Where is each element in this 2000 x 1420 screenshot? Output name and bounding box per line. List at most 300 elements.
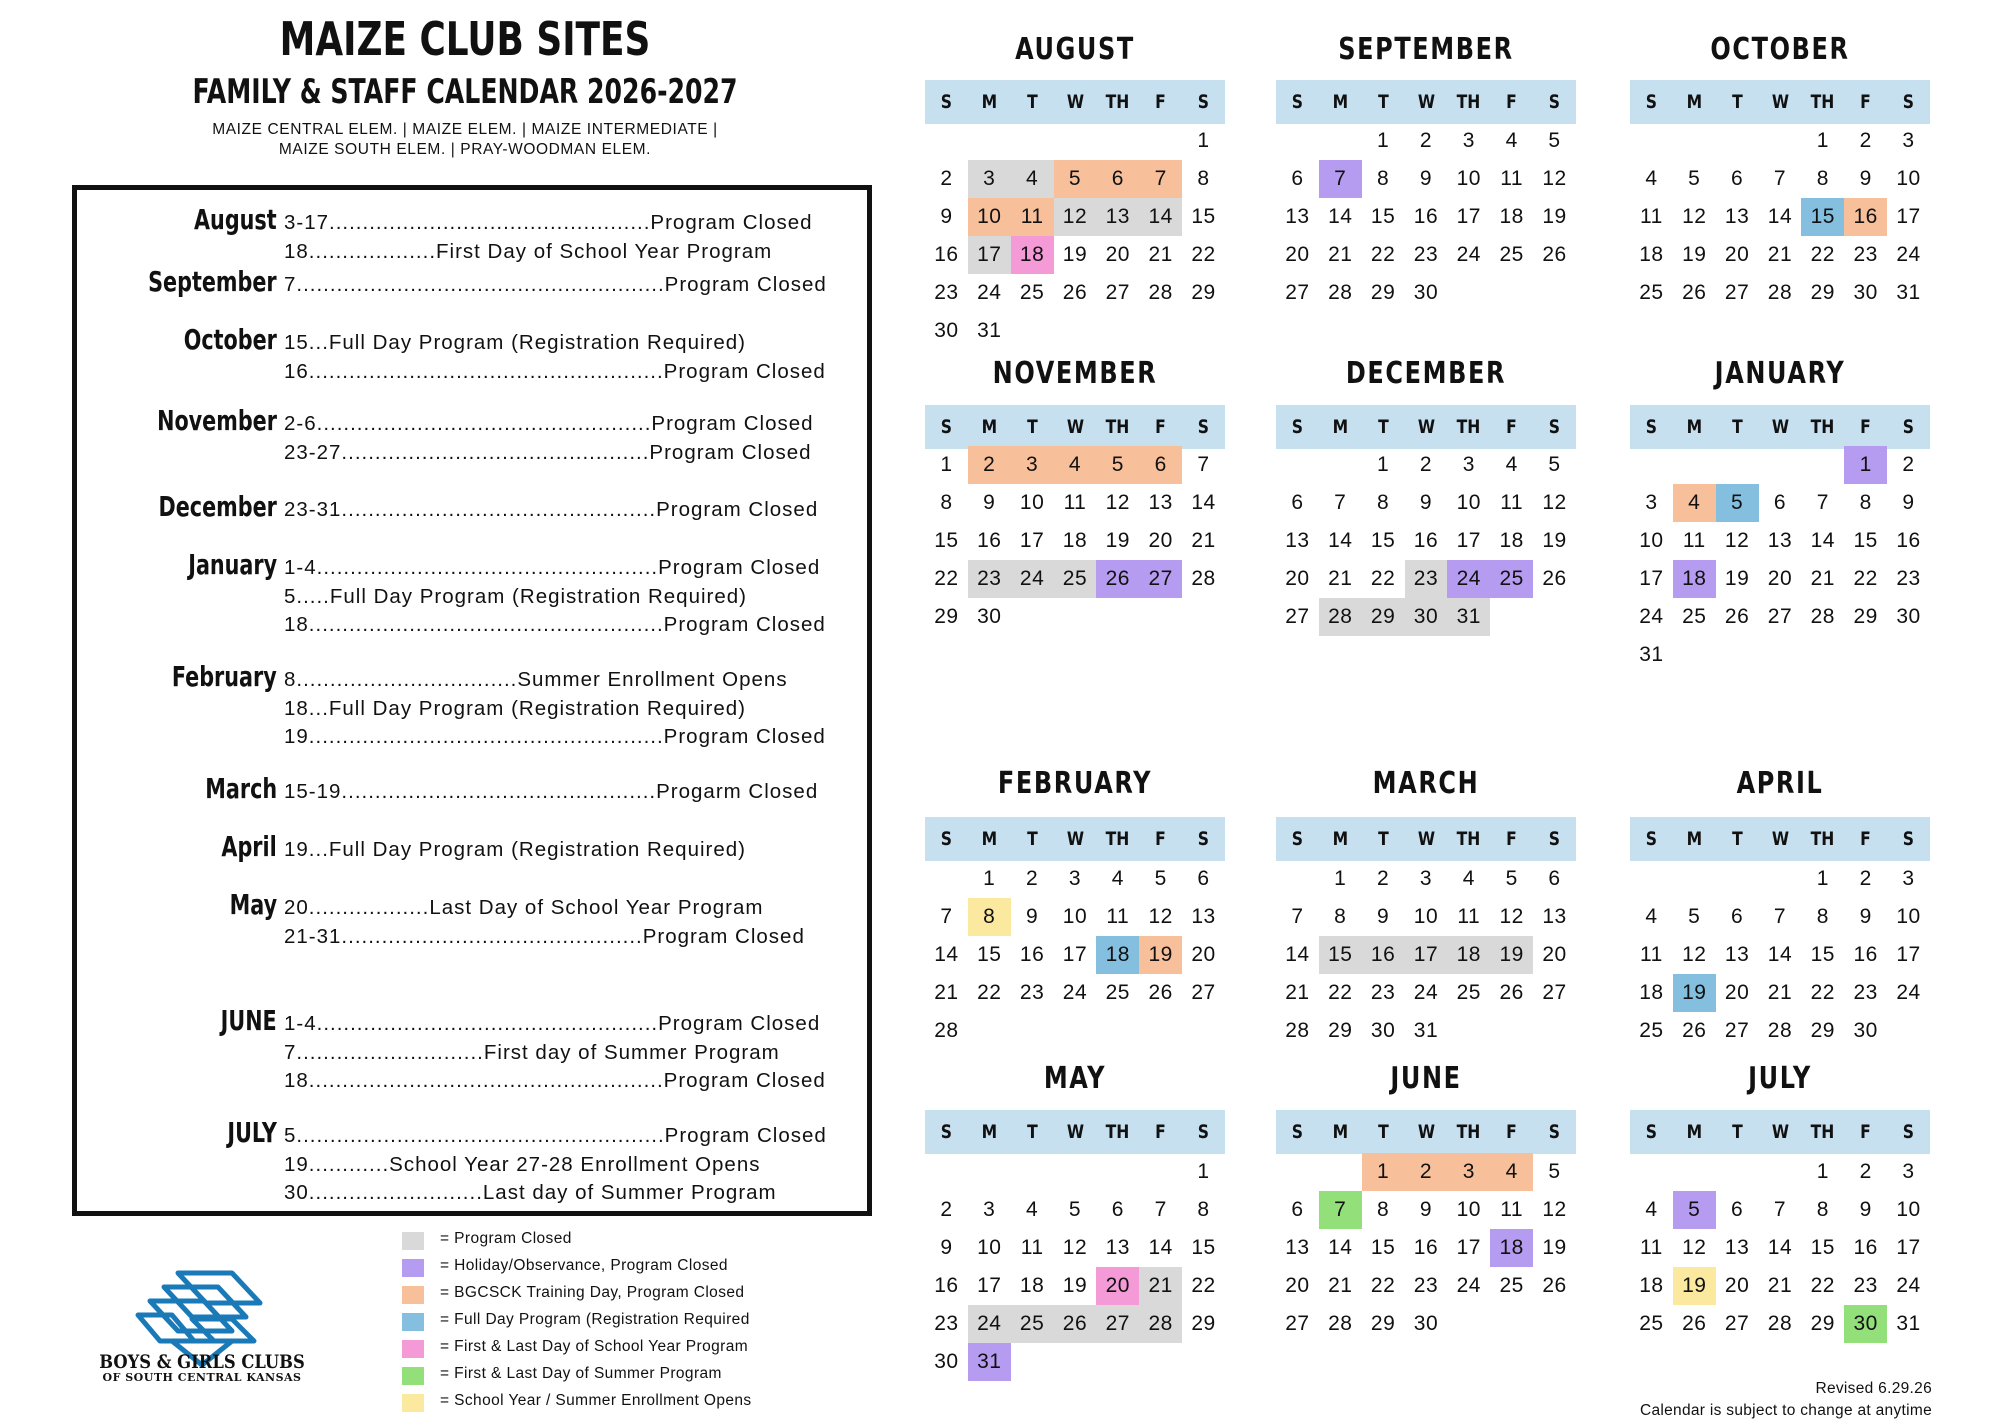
weekday-label: F [1506,416,1517,438]
schedule-entry: 5.....Full Day Program (Registration Required) [284,584,747,608]
day-cell: 4 [1054,446,1097,484]
day-cell: 16 [1896,529,1921,552]
day-cell: 15 [1810,943,1835,966]
weekday-label: S [940,416,953,438]
weekday-label: S [940,1121,953,1143]
weekday-label: S [1902,416,1915,438]
day-cell: 2 [968,446,1011,484]
weekday-label: F [1860,91,1871,113]
schedule-month-label: May [229,888,277,921]
day-cell: 15 [1810,1236,1835,1259]
day-cell: 19 [1673,974,1716,1012]
day-cell: 16 [1844,198,1887,236]
day-cell: 14 [1328,205,1353,228]
day-cell: 30 [1844,1305,1887,1343]
legend-label: = First & Last Day of Summer Program [440,1365,722,1382]
day-cell: 28 [1810,605,1835,628]
day-cell: 16 [934,1274,959,1297]
day-cell: 15 [1191,205,1216,228]
weekday-header [925,817,1225,861]
day-cell: 19 [1542,1236,1567,1259]
day-cell: 27 [1767,605,1793,628]
day-cell: 8 [1816,167,1829,190]
weekday-label: TH [1456,416,1481,438]
day-cell: 23 [1853,981,1878,1004]
day-cell: 29 [1362,598,1405,636]
weekday-label: F [1155,828,1166,850]
day-cell: 15 [1319,936,1362,974]
day-cell: 23 [1413,1274,1439,1297]
weekday-label: S [1902,91,1915,113]
day-cell: 9 [1859,905,1872,928]
day-cell: 4 [1505,129,1518,152]
day-cell: 30 [1413,1312,1439,1335]
weekday-label: T [1377,91,1389,113]
day-cell: 26 [1542,243,1567,266]
day-cell: 19 [1542,529,1567,552]
day-cell: 12 [1542,491,1567,514]
day-cell: 3 [1645,491,1658,514]
day-cell: 5 [1716,484,1759,522]
day-cell: 9 [983,491,996,514]
weekday-label: M [1686,91,1703,113]
day-cell: 7 [1816,491,1829,514]
weekday-label: S [1291,828,1304,850]
day-cell: 17 [1896,943,1921,966]
day-cell: 23 [1370,981,1396,1004]
day-cell: 30 [1853,1019,1878,1042]
day-cell: 26 [1148,981,1173,1004]
legend-label: = Program Closed [440,1230,572,1247]
day-cell: 10 [1456,491,1481,514]
day-cell: 6 [1197,867,1210,890]
day-cell: 10 [977,1236,1002,1259]
day-cell: 8 [1859,491,1872,514]
revised-date: Revised 6.29.26 [1815,1380,1932,1397]
day-cell: 2 [1419,453,1433,476]
day-cell: 7 [1773,167,1787,190]
day-cell: 18 [1639,243,1664,266]
weekday-label: W [1417,416,1435,438]
day-cell: 10 [1019,491,1045,514]
day-cell: 29 [1810,1312,1835,1335]
day-cell: 3 [1902,129,1915,152]
weekday-header [1276,405,1576,449]
weekday-label: S [1548,828,1561,850]
day-cell: 20 [1542,943,1567,966]
day-cell: 17 [1896,205,1921,228]
day-cell: 15 [1801,198,1844,236]
day-cell: 28 [1191,567,1216,590]
day-cell: 6 [1731,1198,1744,1221]
day-cell: 13 [1285,205,1310,228]
day-cell: 23 [1896,567,1921,590]
day-cell: 28 [1328,281,1353,304]
weekday-label: T [1731,91,1743,113]
day-cell: 29 [1810,1019,1835,1042]
schedule-entry: 3-17................................................Program Closed [284,211,813,234]
weekday-header [1630,80,1930,124]
day-cell: 13 [1724,1236,1750,1259]
day-cell: 16 [1853,943,1878,966]
day-cell: 20 [1285,243,1310,266]
day-cell: 11 [1640,943,1663,966]
legend-label: = Full Day Program (Registration Required [440,1311,750,1328]
day-cell: 26 [1682,1312,1707,1335]
weekday-label: S [1197,91,1210,113]
day-cell: 5 [1096,446,1139,484]
day-cell: 14 [1148,1236,1173,1259]
day-cell: 21 [1328,567,1353,590]
legend-swatch [402,1367,424,1385]
day-cell: 21 [1328,243,1353,266]
day-cell: 5 [1548,453,1561,476]
day-cell: 13 [1105,1236,1130,1259]
day-cell: 24 [1447,560,1490,598]
calendar-title-may: MAY [1043,1061,1107,1096]
weekday-label: TH [1105,828,1130,850]
day-cell: 2 [1859,1160,1872,1183]
day-cell: 31 [1447,598,1490,636]
day-cell: 27 [1285,281,1310,304]
day-cell: 8 [1197,1198,1210,1221]
day-cell: 13 [1542,905,1567,928]
weekday-label: F [1155,91,1166,113]
day-cell: 21 [1328,1274,1353,1297]
day-cell: 22 [1810,1274,1835,1297]
weekday-label: TH [1456,828,1481,850]
day-cell: 27 [1724,1312,1750,1335]
weekday-label: W [1417,1121,1435,1143]
day-cell: 10 [968,198,1011,236]
day-cell: 2 [1859,867,1872,890]
weekday-label: S [1197,1121,1210,1143]
day-cell: 19 [1062,1274,1088,1297]
weekday-label: S [1902,828,1915,850]
day-cell: 24 [1639,605,1664,628]
day-cell: 1 [1334,867,1347,890]
schedule-entry: 30..........................Last day of Summer Program [284,1181,777,1204]
day-cell: 10 [1896,1198,1921,1221]
day-cell: 8 [1377,167,1390,190]
day-cell: 28 [1767,1019,1793,1042]
day-cell: 2 [1902,453,1915,476]
day-cell: 26 [1054,1305,1097,1343]
weekday-label: W [1771,1121,1789,1143]
day-cell: 31 [1639,643,1664,666]
day-cell: 16 [1413,529,1439,552]
day-cell: 6 [1731,905,1744,928]
weekday-label: W [1066,416,1084,438]
day-cell: 10 [1896,905,1921,928]
weekday-label: T [1377,1121,1389,1143]
weekday-label: T [1731,416,1743,438]
day-cell: 6 [1096,160,1139,198]
day-cell: 15 [1853,529,1878,552]
day-cell: 11 [1020,1236,1044,1259]
day-cell: 26 [1542,567,1567,590]
schedule-entry: 19............School Year 27-28 Enrollment Opens [284,1152,761,1176]
day-cell: 14 [934,943,959,966]
day-cell: 18 [1673,560,1716,598]
day-cell: 26 [1096,560,1139,598]
weekday-header [1630,405,1930,449]
day-cell: 21 [1191,529,1216,552]
day-cell: 9 [1026,905,1039,928]
day-cell: 25 [1639,1312,1664,1335]
day-cell: 17 [1639,567,1664,590]
day-cell: 18 [1499,529,1524,552]
day-cell: 7 [1773,1198,1787,1221]
day-cell: 21 [1139,1267,1182,1305]
schedule-month-label: December [158,490,277,523]
weekday-header [925,1110,1225,1154]
day-cell: 12 [1105,491,1130,514]
day-cell: 18 [1499,205,1524,228]
legend-item-summer [402,1365,822,1392]
day-cell: 17 [977,1274,1002,1297]
day-cell: 13 [1096,198,1139,236]
day-cell: 1 [1816,129,1829,152]
weekday-label: F [1506,828,1517,850]
calendar-title-august: AUGUST [1015,32,1135,67]
legend-label: = BGCSCK Training Day, Program Closed [440,1284,745,1301]
day-cell: 25 [1490,560,1533,598]
day-cell: 8 [1334,905,1347,928]
day-cell: 24 [1011,560,1054,598]
day-cell: 14 [1328,529,1353,552]
day-cell: 30 [934,319,959,342]
day-cell: 15 [934,529,959,552]
day-cell: 18 [1019,1274,1045,1297]
legend-item-training [402,1284,822,1311]
day-cell: 22 [1853,567,1878,590]
legend-label: = First & Last Day of School Year Program [440,1338,749,1355]
day-cell: 8 [1816,905,1829,928]
day-cell: 6 [1291,167,1304,190]
day-cell: 7 [1139,160,1182,198]
day-cell: 27 [1096,1305,1139,1343]
day-cell: 16 [1413,205,1439,228]
day-cell: 6 [1111,1198,1124,1221]
day-cell: 22 [1328,981,1353,1004]
day-cell: 7 [1319,160,1362,198]
legend-swatch [402,1232,424,1250]
weekday-label: M [1686,416,1703,438]
weekday-label: M [981,828,998,850]
weekday-header [925,80,1225,124]
day-cell: 20 [1724,981,1750,1004]
day-cell: 7 [1334,491,1347,514]
schedule-month-label: January [188,548,277,581]
day-cell: 29 [1370,1312,1396,1335]
day-cell: 26 [1724,605,1750,628]
day-cell: 21 [1767,981,1793,1004]
weekday-label: M [1332,828,1349,850]
day-cell: 24 [1896,981,1921,1004]
weekday-label: T [1377,416,1389,438]
day-cell: 20 [1724,243,1750,266]
day-cell: 23 [1019,981,1045,1004]
day-cell: 27 [1105,281,1130,304]
day-cell: 12 [1542,1198,1567,1221]
day-cell: 7 [940,905,953,928]
day-cell: 26 [1682,281,1707,304]
schedule-entry: 2-6..................................................Program Closed [284,412,814,435]
day-cell: 18 [1011,236,1054,274]
day-cell: 14 [1767,205,1793,228]
calendar-title-november: NOVEMBER [992,356,1158,391]
day-cell: 15 [1370,529,1396,552]
day-cell: 4 [1645,905,1658,928]
day-cell: 20 [1724,1274,1750,1297]
day-cell: 5 [1505,867,1518,890]
schedule-entry: 15-19...............................................Progarm Closed [284,780,819,803]
weekday-label: F [1860,1121,1871,1143]
weekday-label: M [1332,1121,1349,1143]
page-title: MAIZE CLUB SITES [279,12,651,66]
day-cell: 19 [1724,567,1750,590]
day-cell: 5 [1548,129,1561,152]
day-cell: 11 [1682,529,1706,552]
day-cell: 12 [1724,529,1750,552]
day-cell: 23 [968,560,1011,598]
day-cell: 1 [1816,1160,1829,1183]
day-cell: 9 [1419,167,1433,190]
weekday-label: TH [1105,1121,1130,1143]
day-cell: 19 [1062,243,1088,266]
weekday-label: S [1645,828,1658,850]
day-cell: 16 [1362,936,1405,974]
schedule-entry: 16.....................................................Program Closed [284,359,826,383]
day-cell: 8 [1377,1198,1390,1221]
page-subtitle: FAMILY & STAFF CALENDAR 2026-2027 [192,72,738,112]
day-cell: 12 [1682,1236,1707,1259]
disclaimer: Calendar is subject to change at anytime [1639,1402,1932,1419]
day-cell: 1 [1844,446,1887,484]
schedule-entry: 18.....................................................Program Closed [284,1069,826,1092]
day-cell: 21 [1148,243,1173,266]
legend-swatch [402,1394,424,1412]
day-cell: 22 [1370,243,1396,266]
day-cell: 15 [1370,205,1396,228]
day-cell: 29 [1191,281,1216,304]
day-cell: 11 [1063,491,1087,514]
weekday-label: W [1771,91,1789,113]
day-cell: 12 [1499,905,1524,928]
day-cell: 8 [1197,167,1210,190]
day-cell: 31 [968,1343,1011,1381]
weekday-label: F [1860,828,1871,850]
day-cell: 26 [1682,1019,1707,1042]
schedule-entry: 8.................................Summer Enrollment Opens [284,668,788,691]
day-cell: 26 [1542,1274,1567,1297]
day-cell: 24 [977,281,1002,304]
day-cell: 18 [1639,1274,1664,1297]
day-cell: 3 [1902,867,1915,890]
schedule-month-label: August [194,203,277,236]
day-cell: 5 [1054,160,1097,198]
day-cell: 9 [1419,491,1433,514]
day-cell: 25 [1499,1274,1524,1297]
weekday-label: S [1197,828,1210,850]
day-cell: 20 [1285,1274,1310,1297]
day-cell: 4 [1673,484,1716,522]
schedule-month-label: October [183,323,277,356]
day-cell: 4 [1645,167,1658,190]
day-cell: 18 [1096,936,1139,974]
weekday-header [1276,817,1576,861]
day-cell: 17 [1896,1236,1921,1259]
schedule-month-label: February [172,660,277,693]
day-cell: 28 [1319,598,1362,636]
weekday-label: S [1291,1121,1304,1143]
day-cell: 3 [1011,446,1054,484]
day-cell: 15 [1191,1236,1216,1259]
legend-item-school [402,1338,822,1365]
calendar-title-september: SEPTEMBER [1338,32,1514,67]
day-cell: 30 [977,605,1002,628]
day-cell: 12 [1682,205,1707,228]
day-cell: 17 [1062,943,1088,966]
schedule-entry: 5.......................................................Program Closed [284,1124,827,1147]
day-cell: 11 [1640,1236,1663,1259]
day-cell: 4 [1645,1198,1658,1221]
schedule-entry: 18...................First Day of School Year Program [284,239,773,263]
day-cell: 20 [1105,243,1130,266]
day-cell: 17 [1019,529,1045,552]
day-cell: 29 [1191,1312,1216,1335]
day-cell: 10 [1639,529,1664,552]
day-cell: 14 [1810,529,1835,552]
day-cell: 22 [934,567,959,590]
day-cell: 17 [1456,1236,1481,1259]
day-cell: 13 [1285,1236,1310,1259]
day-cell: 19 [1139,936,1182,974]
day-cell: 24 [1456,243,1481,266]
day-cell: 1 [1377,453,1390,476]
day-cell: 3 [1462,453,1475,476]
day-cell: 30 [1896,605,1921,628]
weekday-label: F [1155,1121,1166,1143]
day-cell: 4 [1490,1153,1533,1191]
day-cell: 29 [1810,281,1835,304]
day-cell: 4 [1111,867,1124,890]
weekday-label: T [1731,1121,1743,1143]
day-cell: 26 [1499,981,1524,1004]
weekday-label: S [1291,416,1304,438]
day-cell: 28 [1767,1312,1793,1335]
calendar-title-june: JUNE [1390,1061,1462,1096]
day-cell: 14 [1767,1236,1793,1259]
day-cell: 22 [977,981,1002,1004]
weekday-label: M [981,1121,998,1143]
day-cell: 23 [1405,560,1448,598]
day-cell: 13 [1767,529,1793,552]
weekday-label: S [1548,1121,1561,1143]
day-cell: 27 [1191,981,1216,1004]
weekday-label: S [1902,1121,1915,1143]
day-cell: 21 [1285,981,1310,1004]
day-cell: 15 [977,943,1002,966]
day-cell: 29 [934,605,959,628]
weekday-label: S [1645,91,1658,113]
calendar-title-october: OCTOBER [1710,32,1850,67]
weekday-label: M [981,91,998,113]
calendar-title-january: JANUARY [1714,356,1846,391]
schedule-entry: 23-27..............................................Program Closed [284,440,812,464]
weekday-label: TH [1456,91,1481,113]
